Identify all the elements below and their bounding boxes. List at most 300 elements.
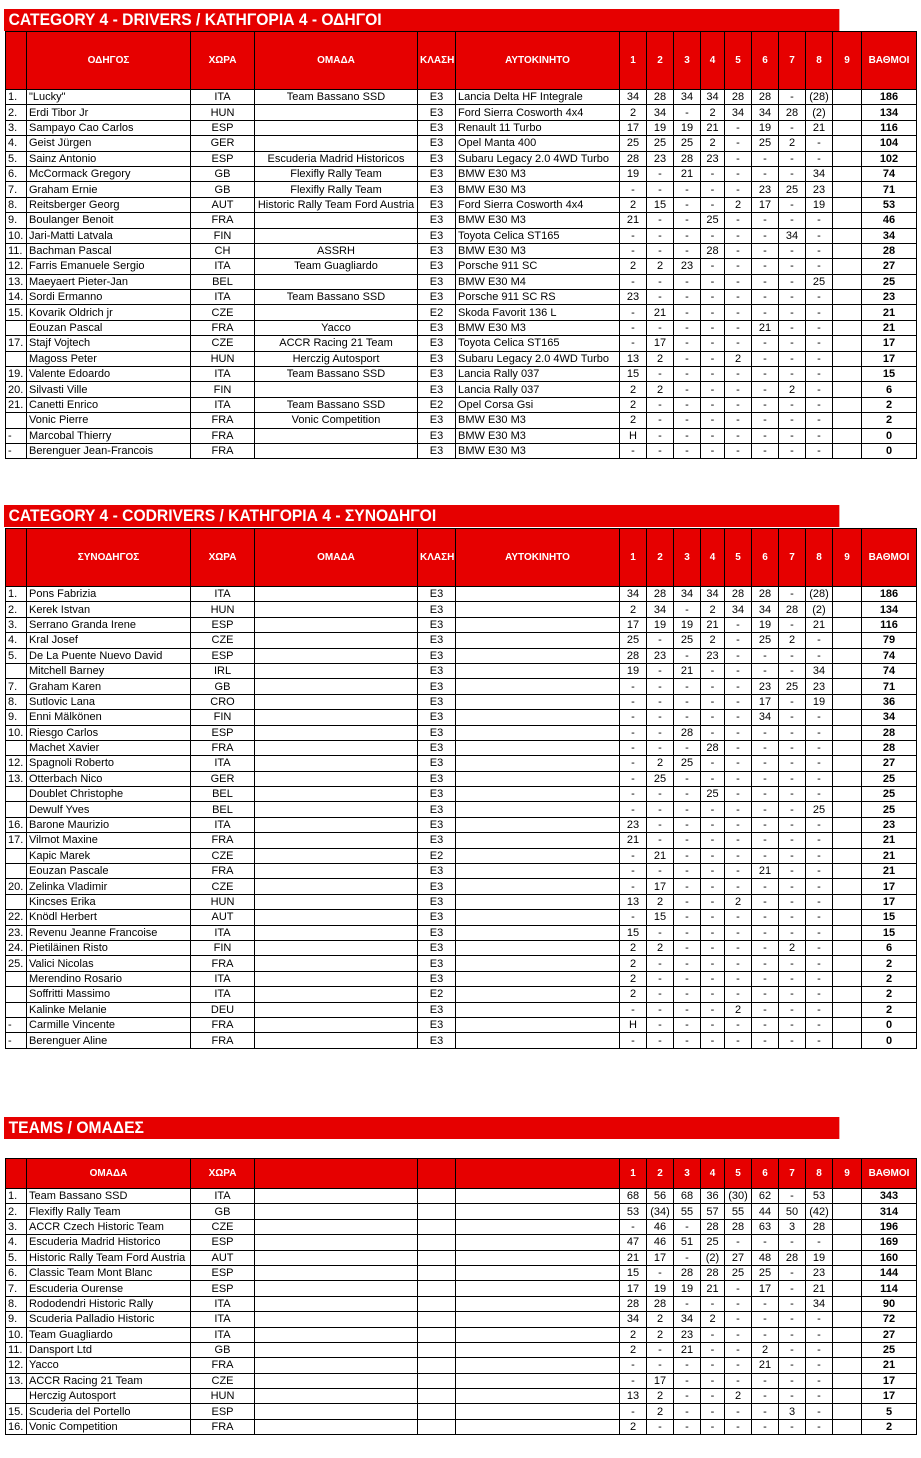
table-cell: Flexifly Rally Team bbox=[27, 1204, 191, 1219]
table-cell: - bbox=[647, 987, 674, 1002]
table-cell: - bbox=[620, 725, 647, 740]
table-cell: GB bbox=[191, 1204, 255, 1219]
table-cell: - bbox=[725, 305, 752, 320]
table-cell: - bbox=[779, 987, 806, 1002]
table-cell: AUT bbox=[191, 910, 255, 925]
table-cell: GB bbox=[191, 166, 255, 181]
table-cell: - bbox=[752, 1404, 779, 1419]
table-cell: - bbox=[725, 1235, 752, 1250]
table-cell: Toyota Celica ST165 bbox=[456, 336, 620, 351]
table-cell: Serrano Granda Irene bbox=[27, 617, 191, 632]
table-cell bbox=[255, 1389, 418, 1404]
table-cell: E3 bbox=[418, 197, 456, 212]
table-cell: Skoda Favorit 136 L bbox=[456, 305, 620, 320]
table-cell bbox=[255, 817, 418, 832]
table-cell: 2 bbox=[647, 756, 674, 771]
table-cell: 10. bbox=[6, 725, 27, 740]
table-cell: 2 bbox=[862, 971, 917, 986]
table-cell: E2 bbox=[418, 397, 456, 412]
table-cell bbox=[456, 940, 620, 955]
table-cell: 12. bbox=[6, 1358, 27, 1373]
table-cell: Vonic Competition bbox=[27, 1419, 191, 1434]
table-cell: - bbox=[806, 633, 833, 648]
table-cell: 2 bbox=[647, 940, 674, 955]
table-cell: 50 bbox=[779, 1204, 806, 1219]
table-cell bbox=[418, 1219, 456, 1234]
table-cell: Stajf Vojtech bbox=[27, 336, 191, 351]
teams-header-cell bbox=[418, 1159, 456, 1189]
table-cell: - bbox=[701, 864, 725, 879]
table-cell: 21 bbox=[806, 1281, 833, 1296]
table-cell: - bbox=[779, 413, 806, 428]
table-cell: ESP bbox=[191, 648, 255, 663]
table-cell: 16. bbox=[6, 817, 27, 832]
table-row bbox=[6, 602, 917, 617]
table-cell bbox=[6, 663, 27, 678]
table-cell: Scuderia del Portello bbox=[27, 1404, 191, 1419]
table-cell: ITA bbox=[191, 817, 255, 832]
table-cell bbox=[255, 725, 418, 740]
table-cell: 23 bbox=[862, 817, 917, 832]
table-cell: 90 bbox=[862, 1296, 917, 1311]
table-cell: 19 bbox=[752, 120, 779, 135]
table-cell: 21 bbox=[647, 848, 674, 863]
table-cell bbox=[456, 740, 620, 755]
table-cell: - bbox=[779, 756, 806, 771]
table-cell: ITA bbox=[191, 1327, 255, 1342]
table-row bbox=[6, 367, 917, 382]
table-cell bbox=[418, 1265, 456, 1280]
table-cell: E3 bbox=[418, 663, 456, 678]
table-cell: FRA bbox=[191, 1033, 255, 1048]
table-cell: E3 bbox=[418, 274, 456, 289]
codrivers-table bbox=[5, 528, 917, 1049]
table-cell: E3 bbox=[418, 756, 456, 771]
table-cell: - bbox=[674, 182, 701, 197]
table-row bbox=[6, 1250, 917, 1265]
table-cell: 28 bbox=[725, 90, 752, 105]
table-cell: BEL bbox=[191, 787, 255, 802]
table-cell: - bbox=[674, 243, 701, 258]
table-cell: ITA bbox=[191, 367, 255, 382]
table-cell: - bbox=[674, 336, 701, 351]
table-cell: - bbox=[701, 305, 725, 320]
table-cell: - bbox=[779, 663, 806, 678]
table-cell: E3 bbox=[418, 648, 456, 663]
codrivers-header-cell: 2 bbox=[647, 529, 674, 587]
table-cell bbox=[255, 602, 418, 617]
table-cell: ITA bbox=[191, 1296, 255, 1311]
table-cell: E3 bbox=[418, 336, 456, 351]
table-cell: - bbox=[701, 182, 725, 197]
table-cell: 21 bbox=[674, 166, 701, 181]
table-cell: ITA bbox=[191, 587, 255, 602]
table-cell: - bbox=[725, 956, 752, 971]
table-cell: ESP bbox=[191, 1235, 255, 1250]
table-cell bbox=[833, 228, 862, 243]
table-cell: BMW E30 M3 bbox=[456, 182, 620, 197]
table-cell: 3. bbox=[6, 120, 27, 135]
table-cell: 19 bbox=[674, 617, 701, 632]
table-cell: Sampayo Cao Carlos bbox=[27, 120, 191, 135]
table-cell: FRA bbox=[191, 1419, 255, 1434]
table-cell: 169 bbox=[862, 1235, 917, 1250]
table-cell: Herczig Autosport bbox=[255, 351, 418, 366]
table-cell bbox=[255, 925, 418, 940]
table-cell: E3 bbox=[418, 679, 456, 694]
table-cell: 28 bbox=[752, 587, 779, 602]
table-cell: - bbox=[779, 320, 806, 335]
table-cell bbox=[833, 1281, 862, 1296]
table-cell: - bbox=[806, 336, 833, 351]
table-cell: 8. bbox=[6, 197, 27, 212]
table-row bbox=[6, 587, 917, 602]
table-cell: Reitsberger Georg bbox=[27, 197, 191, 212]
table-row bbox=[6, 910, 917, 925]
table-row bbox=[6, 105, 917, 120]
table-cell: - bbox=[674, 956, 701, 971]
table-cell: - bbox=[806, 1312, 833, 1327]
table-cell: ITA bbox=[191, 1189, 255, 1204]
table-cell: Canetti Enrico bbox=[27, 397, 191, 412]
table-cell: - bbox=[725, 817, 752, 832]
table-cell bbox=[456, 1204, 620, 1219]
table-row bbox=[6, 1002, 917, 1017]
drivers-header-rank bbox=[6, 32, 27, 90]
table-cell: E3 bbox=[418, 787, 456, 802]
table-cell: CZE bbox=[191, 305, 255, 320]
table-cell bbox=[418, 1204, 456, 1219]
table-cell bbox=[456, 1017, 620, 1032]
table-cell: - bbox=[752, 290, 779, 305]
table-cell: 28 bbox=[674, 1265, 701, 1280]
table-cell: HUN bbox=[191, 1389, 255, 1404]
table-cell: ITA bbox=[191, 259, 255, 274]
table-cell: 17 bbox=[647, 336, 674, 351]
drivers-header-cell: ΒΑΘΜΟΙ bbox=[862, 32, 917, 90]
table-cell: Team Bassano SSD bbox=[27, 1189, 191, 1204]
table-cell: H bbox=[620, 1017, 647, 1032]
table-cell: - bbox=[620, 305, 647, 320]
table-cell: 13. bbox=[6, 1373, 27, 1388]
codrivers-header-cell: 1 bbox=[620, 529, 647, 587]
table-cell: HUN bbox=[191, 894, 255, 909]
table-row bbox=[6, 1419, 917, 1434]
table-cell: 186 bbox=[862, 587, 917, 602]
table-cell: - bbox=[701, 428, 725, 443]
table-cell: HUN bbox=[191, 602, 255, 617]
table-cell bbox=[833, 971, 862, 986]
table-cell: - bbox=[674, 771, 701, 786]
table-cell: E2 bbox=[418, 305, 456, 320]
table-cell: - bbox=[725, 151, 752, 166]
table-cell: 34 bbox=[862, 228, 917, 243]
table-row bbox=[6, 756, 917, 771]
table-cell bbox=[833, 694, 862, 709]
table-cell: - bbox=[752, 243, 779, 258]
table-cell: - bbox=[647, 802, 674, 817]
table-cell: - bbox=[701, 290, 725, 305]
table-cell: - bbox=[725, 136, 752, 151]
table-cell: - bbox=[701, 1373, 725, 1388]
table-cell: - bbox=[806, 151, 833, 166]
table-cell: - bbox=[701, 382, 725, 397]
table-cell: - bbox=[779, 910, 806, 925]
table-cell: 21 bbox=[862, 1358, 917, 1373]
table-cell: 28 bbox=[620, 1296, 647, 1311]
table-cell: Yacco bbox=[255, 320, 418, 335]
table-cell: - bbox=[674, 397, 701, 412]
table-cell bbox=[833, 367, 862, 382]
table-cell bbox=[833, 120, 862, 135]
table-cell: - bbox=[620, 802, 647, 817]
table-row bbox=[6, 694, 917, 709]
table-cell: Carmille Vincente bbox=[27, 1017, 191, 1032]
table-cell: Soffritti Massimo bbox=[27, 987, 191, 1002]
table-cell: 36 bbox=[862, 694, 917, 709]
table-row bbox=[6, 648, 917, 663]
table-cell: 14. bbox=[6, 290, 27, 305]
table-row bbox=[6, 617, 917, 632]
table-cell: 2 bbox=[725, 351, 752, 366]
table-cell: - bbox=[701, 1296, 725, 1311]
table-cell: Kerek Istvan bbox=[27, 602, 191, 617]
table-cell: 5. bbox=[6, 151, 27, 166]
teams-header-cell: ΟΜΑΔΑ bbox=[27, 1159, 191, 1189]
table-cell: 17. bbox=[6, 336, 27, 351]
table-cell: 21 bbox=[752, 320, 779, 335]
table-cell: Vonic Pierre bbox=[27, 413, 191, 428]
table-cell bbox=[255, 1358, 418, 1373]
table-cell bbox=[6, 320, 27, 335]
table-cell bbox=[6, 848, 27, 863]
table-cell: 12. bbox=[6, 756, 27, 771]
table-cell: - bbox=[752, 397, 779, 412]
table-cell bbox=[6, 987, 27, 1002]
table-row bbox=[6, 1017, 917, 1032]
table-cell: - bbox=[701, 725, 725, 740]
table-cell: - bbox=[779, 90, 806, 105]
table-cell: 12. bbox=[6, 259, 27, 274]
table-cell: - bbox=[725, 274, 752, 289]
table-cell: E3 bbox=[418, 213, 456, 228]
table-cell: - bbox=[725, 740, 752, 755]
table-cell bbox=[418, 1312, 456, 1327]
table-cell: 19 bbox=[620, 166, 647, 181]
table-cell: (2) bbox=[701, 1250, 725, 1265]
table-cell: - bbox=[6, 443, 27, 458]
table-cell bbox=[456, 1327, 620, 1342]
table-cell: Porsche 911 SC RS bbox=[456, 290, 620, 305]
table-cell: 2 bbox=[620, 940, 647, 955]
table-cell bbox=[833, 305, 862, 320]
table-cell bbox=[418, 1327, 456, 1342]
table-cell bbox=[255, 894, 418, 909]
table-cell bbox=[255, 1281, 418, 1296]
table-cell bbox=[456, 925, 620, 940]
drivers-header-cell: 7 bbox=[779, 32, 806, 90]
codrivers-header-cell: 6 bbox=[752, 529, 779, 587]
codrivers-header-cell: 3 bbox=[674, 529, 701, 587]
table-cell: - bbox=[779, 1327, 806, 1342]
table-cell: (42) bbox=[806, 1204, 833, 1219]
table-row bbox=[6, 336, 917, 351]
table-cell: - bbox=[647, 367, 674, 382]
table-cell bbox=[833, 987, 862, 1002]
table-cell: - bbox=[779, 848, 806, 863]
table-cell: - bbox=[701, 663, 725, 678]
table-cell: E2 bbox=[418, 987, 456, 1002]
table-cell: 28 bbox=[620, 151, 647, 166]
table-cell: - bbox=[752, 648, 779, 663]
table-row bbox=[6, 787, 917, 802]
table-cell: 2 bbox=[620, 987, 647, 1002]
drivers-table bbox=[5, 31, 917, 459]
table-cell: Revenu Jeanne Francoise bbox=[27, 925, 191, 940]
table-cell bbox=[255, 787, 418, 802]
table-cell: E3 bbox=[418, 956, 456, 971]
table-cell: CRO bbox=[191, 694, 255, 709]
table-cell bbox=[833, 864, 862, 879]
table-cell: 23 bbox=[752, 182, 779, 197]
table-cell bbox=[456, 1219, 620, 1234]
table-cell: - bbox=[701, 833, 725, 848]
table-cell: 1. bbox=[6, 90, 27, 105]
table-cell: - bbox=[779, 694, 806, 709]
table-cell bbox=[6, 802, 27, 817]
table-cell: - bbox=[674, 848, 701, 863]
table-cell: - bbox=[752, 228, 779, 243]
table-cell: - bbox=[620, 443, 647, 458]
table-cell: - bbox=[701, 397, 725, 412]
table-cell: - bbox=[701, 910, 725, 925]
table-cell: 21 bbox=[862, 320, 917, 335]
table-cell: - bbox=[725, 290, 752, 305]
table-cell: - bbox=[620, 864, 647, 879]
table-cell bbox=[6, 740, 27, 755]
table-cell: 34 bbox=[647, 105, 674, 120]
table-cell: - bbox=[752, 259, 779, 274]
table-cell: - bbox=[647, 787, 674, 802]
table-cell: 56 bbox=[647, 1189, 674, 1204]
table-cell: - bbox=[806, 1358, 833, 1373]
table-cell: - bbox=[779, 971, 806, 986]
table-cell: - bbox=[674, 1250, 701, 1265]
table-cell: Escuderia Madrid Historicos bbox=[255, 151, 418, 166]
table-cell: AUT bbox=[191, 1250, 255, 1265]
table-cell: FRA bbox=[191, 1358, 255, 1373]
table-cell: 3. bbox=[6, 617, 27, 632]
table-cell bbox=[255, 1342, 418, 1357]
table-cell: 21 bbox=[620, 833, 647, 848]
table-cell: E3 bbox=[418, 910, 456, 925]
table-cell bbox=[255, 587, 418, 602]
table-cell: - bbox=[752, 413, 779, 428]
table-cell: 21 bbox=[701, 120, 725, 135]
table-cell: Bachman Pascal bbox=[27, 243, 191, 258]
table-cell bbox=[833, 1002, 862, 1017]
table-cell: - bbox=[620, 879, 647, 894]
table-cell: E3 bbox=[418, 367, 456, 382]
drivers-header-cell: ΟΜΑΔΑ bbox=[255, 32, 418, 90]
table-row bbox=[6, 382, 917, 397]
table-cell: 17 bbox=[620, 120, 647, 135]
table-cell bbox=[456, 602, 620, 617]
table-cell bbox=[456, 1342, 620, 1357]
table-cell: - bbox=[725, 848, 752, 863]
table-cell: 46 bbox=[647, 1219, 674, 1234]
table-cell: - bbox=[674, 1389, 701, 1404]
table-cell: GB bbox=[191, 679, 255, 694]
table-cell: 16. bbox=[6, 1419, 27, 1434]
table-cell bbox=[456, 1373, 620, 1388]
drivers-header-cell: 9 bbox=[833, 32, 862, 90]
table-cell: - bbox=[647, 817, 674, 832]
table-cell: GER bbox=[191, 771, 255, 786]
codrivers-header-rank bbox=[6, 529, 27, 587]
table-cell bbox=[833, 166, 862, 181]
table-cell: CZE bbox=[191, 848, 255, 863]
table-cell bbox=[833, 633, 862, 648]
table-cell: - bbox=[725, 1327, 752, 1342]
table-cell: - bbox=[701, 259, 725, 274]
table-cell bbox=[255, 910, 418, 925]
table-cell: 46 bbox=[647, 1235, 674, 1250]
table-cell: BMW E30 M3 bbox=[456, 166, 620, 181]
table-cell: - bbox=[752, 443, 779, 458]
table-cell: 34 bbox=[806, 166, 833, 181]
table-cell: 28 bbox=[701, 1265, 725, 1280]
table-cell: "Lucky" bbox=[27, 90, 191, 105]
table-cell: 2 bbox=[620, 413, 647, 428]
table-cell: 21 bbox=[862, 848, 917, 863]
table-cell bbox=[833, 756, 862, 771]
table-cell bbox=[456, 833, 620, 848]
table-cell: FRA bbox=[191, 956, 255, 971]
table-cell: - bbox=[674, 817, 701, 832]
table-cell: - bbox=[701, 710, 725, 725]
table-row bbox=[6, 443, 917, 458]
table-cell: - bbox=[647, 725, 674, 740]
table-cell: BEL bbox=[191, 802, 255, 817]
table-cell: - bbox=[674, 679, 701, 694]
table-cell: 7. bbox=[6, 182, 27, 197]
table-cell: 19 bbox=[674, 120, 701, 135]
table-cell: E3 bbox=[418, 925, 456, 940]
table-cell: Kincses Erika bbox=[27, 894, 191, 909]
table-cell: - bbox=[779, 787, 806, 802]
table-cell: E3 bbox=[418, 879, 456, 894]
table-cell: 17. bbox=[6, 833, 27, 848]
table-cell bbox=[255, 428, 418, 443]
table-cell: Yacco bbox=[27, 1358, 191, 1373]
table-cell: 23. bbox=[6, 925, 27, 940]
table-cell bbox=[255, 1373, 418, 1388]
table-cell: - bbox=[779, 740, 806, 755]
table-cell: E3 bbox=[418, 182, 456, 197]
table-cell: ACCR Racing 21 Team bbox=[255, 336, 418, 351]
table-cell: 63 bbox=[752, 1219, 779, 1234]
table-cell bbox=[833, 1189, 862, 1204]
table-cell: - bbox=[701, 956, 725, 971]
table-cell: - bbox=[752, 428, 779, 443]
table-row bbox=[6, 1219, 917, 1234]
table-cell: - bbox=[674, 213, 701, 228]
table-cell: CH bbox=[191, 243, 255, 258]
table-cell: Porsche 911 SC bbox=[456, 259, 620, 274]
table-cell: 21 bbox=[674, 663, 701, 678]
table-cell: - bbox=[701, 413, 725, 428]
